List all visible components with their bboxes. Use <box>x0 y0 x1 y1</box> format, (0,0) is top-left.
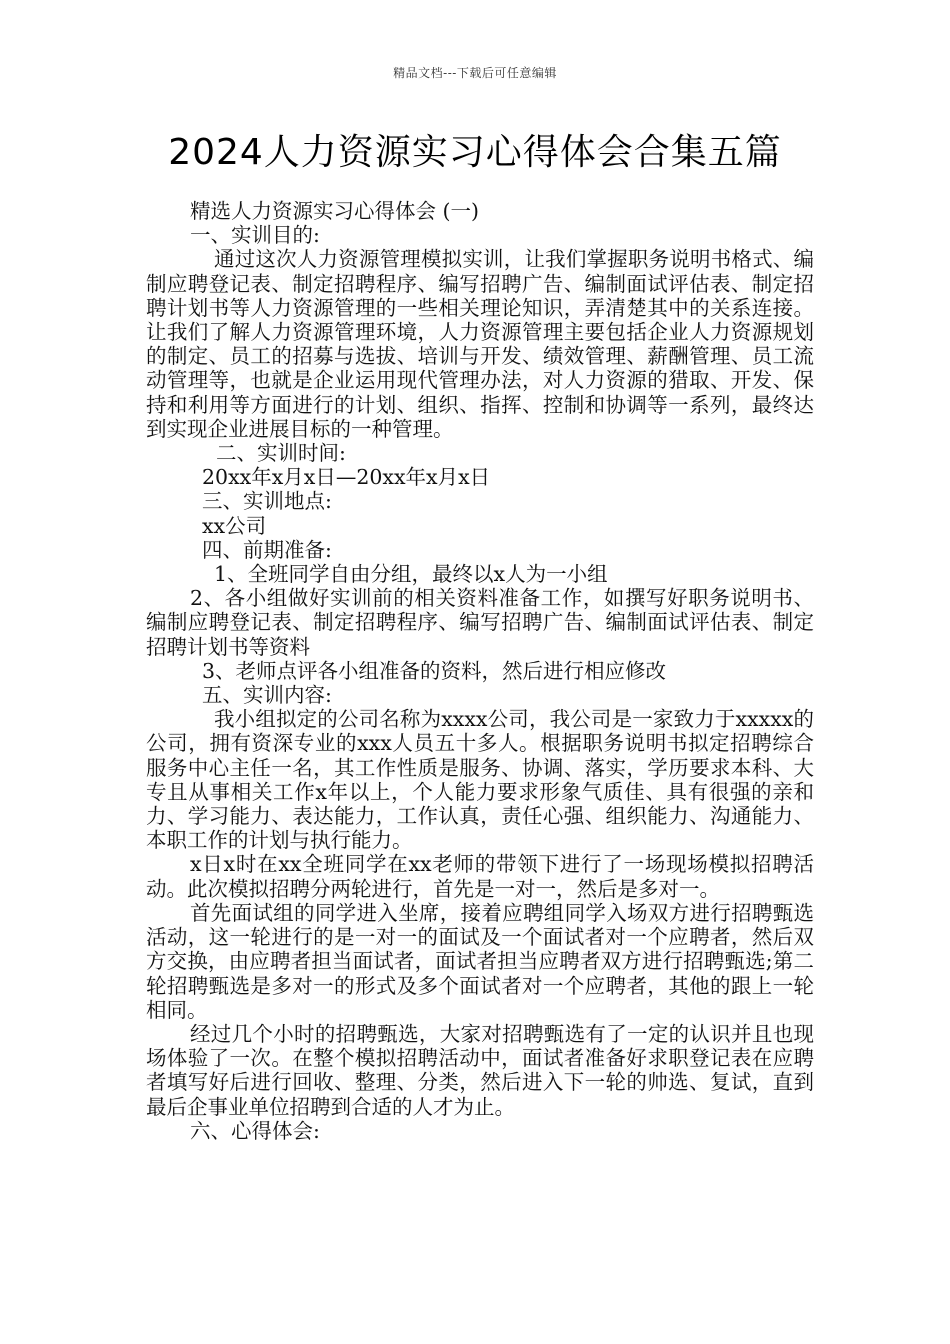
list-item: 1、全班同学自由分组，最终以x人为一小组 <box>214 562 608 587</box>
body-paragraph: 通过这次人力资源管理模拟实训，让我们掌握职务说明书格式、编制应聘登记表、制定招聘程序、编写招聘广告、编制面试评估表、制定招聘计划书等人力资源管理的一些相关理论知识，弄清楚其中的关系连接。让我们了解人力资源管理环境，人力资源管理主要包括企业人力资源规划的制定、员工的招募与选拔、培训与开发、绩效管理、薪酬管理、员工流动管理等，也就是企业运用现代管理办法，对人力资源的猎取、开发、保持和利用等方面进行的计划、组织、指挥、控制和协调等一系列，最终达到实现企业进展目标的一种管理。 <box>146 247 814 441</box>
document-title: 2024人力资源实习心得体会合集五篇 <box>168 132 782 173</box>
section-heading: 六、心得体会: <box>190 1118 320 1143</box>
list-item: 2、各小组做好实训前的相关资料准备工作，如撰写好职务说明书、编制应聘登记表、制定招聘程序、编写招聘广告、编制面试评估表、制定招聘计划书等资料 <box>146 586 814 659</box>
section-heading: 一、实训目的: <box>190 223 320 248</box>
list-item: 3、老师点评各小组准备的资料，然后进行相应修改 <box>202 658 667 683</box>
section-heading: 二、实训时间: <box>216 441 346 466</box>
body-paragraph: 首先面试组的同学进入坐席，接着应聘组同学入场双方进行招聘甄选活动，这一轮进行的是一对一的面试及一个面试者对一个应聘者，然后双方交换，由应聘者担当面试者，面试者担当应聘者双方进行招聘甄选;第二轮招聘甄选是多对一的形式及多个面试者对一个应聘者，其他的跟上一轮相同。 <box>146 900 814 1022</box>
body-paragraph: x日x时在xx全班同学在xx老师的带领下进行了一场现场模拟招聘活动。此次模拟招聘分两轮进行，首先是一对一，然后是多对一。 <box>146 852 814 901</box>
section-heading: 精选人力资源实习心得体会 (一) <box>190 199 480 223</box>
body-paragraph: 我小组拟定的公司名称为xxxx公司，我公司是一家致力于xxxxx的公司，拥有资深专业的xxx人员五十多人。根据职务说明书拟定招聘综合服务中心主任一名，其工作性质是服务、协调、落实，学历要求本科、大专且从事相关工作x年以上，个人能力要求形象气质佳、具有很强的亲和力、学习能力、表达能力，工作认真，责任心强、组织能力、沟通能力、本职工作的计划与执行能力。 <box>146 707 814 853</box>
body-paragraph: 经过几个小时的招聘甄选，大家对招聘甄选有了一定的认识并且也现场体验了一次。在整个模拟招聘活动中，面试者准备好求职登记表在应聘者填写好后进行回收、整理、分类，然后进入下一轮的帅选、复试，直到最后企事业单位招聘到合适的人才为止。 <box>146 1021 814 1119</box>
body-line: 20xx年x月x日—20xx年x月x日 <box>202 465 491 490</box>
section-heading: 五、实训内容: <box>202 683 332 708</box>
page-header: 精品文档---下载后可任意编辑 <box>393 66 557 80</box>
section-heading: 三、实训地点: <box>202 489 332 514</box>
document-body <box>146 199 814 1143</box>
section-heading: 四、前期准备: <box>202 537 332 562</box>
body-line: xx公司 <box>202 513 267 538</box>
